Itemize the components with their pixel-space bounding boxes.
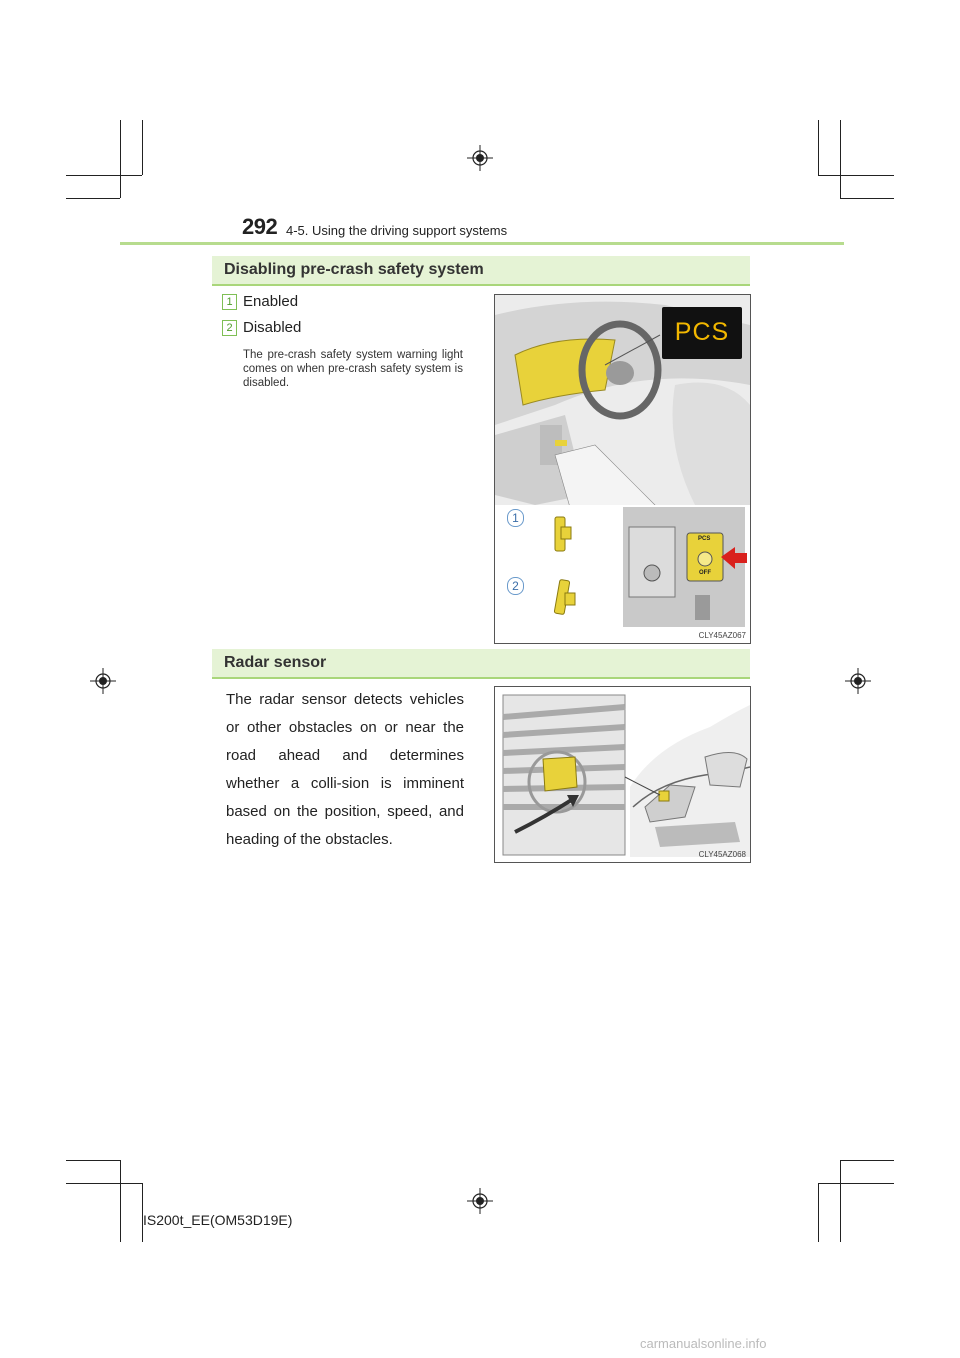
- crop-mark: [818, 1183, 894, 1184]
- crop-mark: [818, 1183, 819, 1242]
- item-number-1: 1: [222, 294, 237, 310]
- section-title: Disabling pre-crash safety system: [224, 261, 484, 278]
- registration-mark-icon: [845, 668, 871, 694]
- pcs-switch-illustration: [494, 294, 751, 644]
- crop-mark: [120, 1160, 121, 1242]
- crop-mark: [840, 1160, 841, 1242]
- registration-mark-icon: [467, 145, 493, 171]
- pcs-indicator: [662, 307, 742, 359]
- crop-mark: [142, 120, 143, 175]
- document-code: IS200t_EE(OM53D19E): [143, 1212, 293, 1228]
- crop-mark: [66, 1183, 142, 1184]
- item-label-enabled: Enabled: [243, 293, 299, 310]
- section-heading-radar: [212, 649, 750, 679]
- page-number: 292: [242, 214, 278, 239]
- crop-mark: [840, 198, 894, 199]
- pcs-switch-label-top: PCS: [698, 536, 711, 542]
- callout-2-text: 2: [512, 579, 519, 593]
- crop-mark: [66, 175, 142, 176]
- crop-mark: [840, 1160, 894, 1161]
- callout-1-text: 1: [512, 511, 519, 525]
- crop-mark: [66, 1160, 120, 1161]
- radar-sensor-illustration: [494, 686, 751, 863]
- figure-code: CLY45AZ068: [698, 850, 746, 859]
- section-title: Radar sensor: [224, 654, 327, 671]
- crop-mark: [840, 120, 841, 198]
- pcs-switch-label-bottom: OFF: [699, 570, 711, 576]
- watermark: carmanualsonline.info: [640, 1336, 767, 1351]
- item-label-disabled: Disabled: [243, 319, 302, 336]
- header-rule: [120, 242, 844, 245]
- callout-2: [507, 577, 524, 595]
- chapter-title: 4-5. Using the driving support systems: [286, 223, 508, 238]
- callout-1: [507, 509, 524, 527]
- radar-description: The radar sensor detects vehicles or other obstacles on or near the road ahead and determines whether a colli-sion is imminent based on the position, speed, and heading of the obstacles.: [226, 691, 464, 848]
- registration-mark-icon: [90, 668, 116, 694]
- crop-mark: [818, 175, 894, 176]
- radar-drawing: [495, 687, 750, 862]
- crop-mark: [818, 120, 819, 175]
- section-heading-pcs: [212, 256, 750, 286]
- crop-mark: [120, 120, 121, 198]
- crop-mark: [66, 198, 120, 199]
- pcs-indicator-text: PCS: [674, 318, 730, 346]
- item-number-2: 2: [222, 320, 237, 336]
- warning-note: The pre-crash safety system warning light comes on when pre-crash safety system is disabled.: [243, 349, 463, 389]
- figure-code: CLY45AZ067: [698, 631, 746, 640]
- registration-mark-icon: [467, 1188, 493, 1214]
